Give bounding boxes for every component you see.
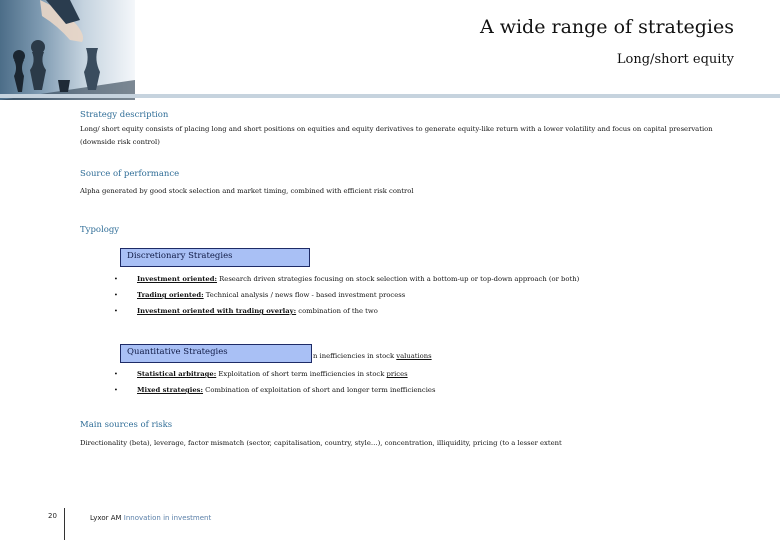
footer-tagline: Innovation in investment	[123, 514, 212, 522]
footer	[90, 514, 211, 522]
discretionary-item-2	[137, 291, 405, 299]
source-of-performance-text: Alpha generated by good stock selection and market timing, combined with efficient risk control	[80, 187, 414, 195]
footer-brand: Lyxor AM	[90, 514, 122, 522]
bullet: •	[114, 275, 118, 283]
valuations-link[interactable]: valuations	[396, 352, 432, 360]
strategy-description-text: Long/ short equity consists of placing long and short positions on equities and equity derivatives to generate equity-like return with a lower volatility and focus on capital preservation (downside risk control)	[80, 125, 713, 146]
footer-divider	[64, 508, 65, 540]
item-text: combination of the two	[296, 307, 378, 315]
item-text: Combination of exploitation of short and longer term inefficiencies	[203, 386, 436, 394]
strategy-description-heading: Strategy description	[80, 110, 169, 120]
bullet: •	[114, 386, 118, 394]
bullet: •	[114, 307, 118, 315]
discretionary-item-3	[137, 307, 378, 315]
quantitative-item-1-fragment	[313, 352, 432, 360]
chess-photo	[0, 0, 135, 100]
risks-heading: Main sources of risks	[80, 420, 173, 430]
slide-title: A wide range of strategies	[479, 16, 734, 38]
fragment-text: n inefficiencies in stock	[313, 352, 397, 360]
header-rule	[0, 94, 780, 98]
risks-text: Directionality (beta), leverage, factor mismatch (sector, capitalisation, country, style…), concentration, illiquidity, pricing (to a lesser extent	[80, 439, 562, 447]
source-of-performance-heading: Source of performance	[80, 169, 180, 179]
bullet: •	[114, 291, 118, 299]
item-term: Investment oriented with trading overlay:	[137, 307, 297, 315]
slide-subtitle: Long/short equity	[616, 52, 734, 67]
item-term: Trading oriented:	[137, 291, 204, 299]
quantitative-item-3	[137, 386, 435, 394]
typology-heading: Typology	[80, 225, 120, 235]
item-term: Investment oriented:	[137, 275, 218, 283]
item-text: Exploitation of short term inefficiencies in stock	[216, 370, 387, 378]
chess-pieces-illustration	[0, 0, 135, 100]
item-text: Technical analysis / news flow - based investment process	[203, 291, 406, 299]
discretionary-item-1	[137, 275, 579, 283]
discretionary-strategies-label: Discretionary Strategies	[120, 248, 310, 267]
quantitative-item-2	[137, 370, 408, 378]
item-term: Statistical arbitrage:	[137, 370, 217, 378]
item-text: Research driven strategies focusing on stock selection with a bottom-up or top-down approach (or both)	[217, 275, 580, 283]
quantitative-strategies-label: Quantitative Strategies	[120, 344, 312, 363]
item-term: Mixed strategies:	[137, 386, 204, 394]
prices-link[interactable]: prices	[386, 370, 408, 378]
bullet: •	[114, 370, 118, 378]
page-number: 20	[48, 512, 57, 520]
